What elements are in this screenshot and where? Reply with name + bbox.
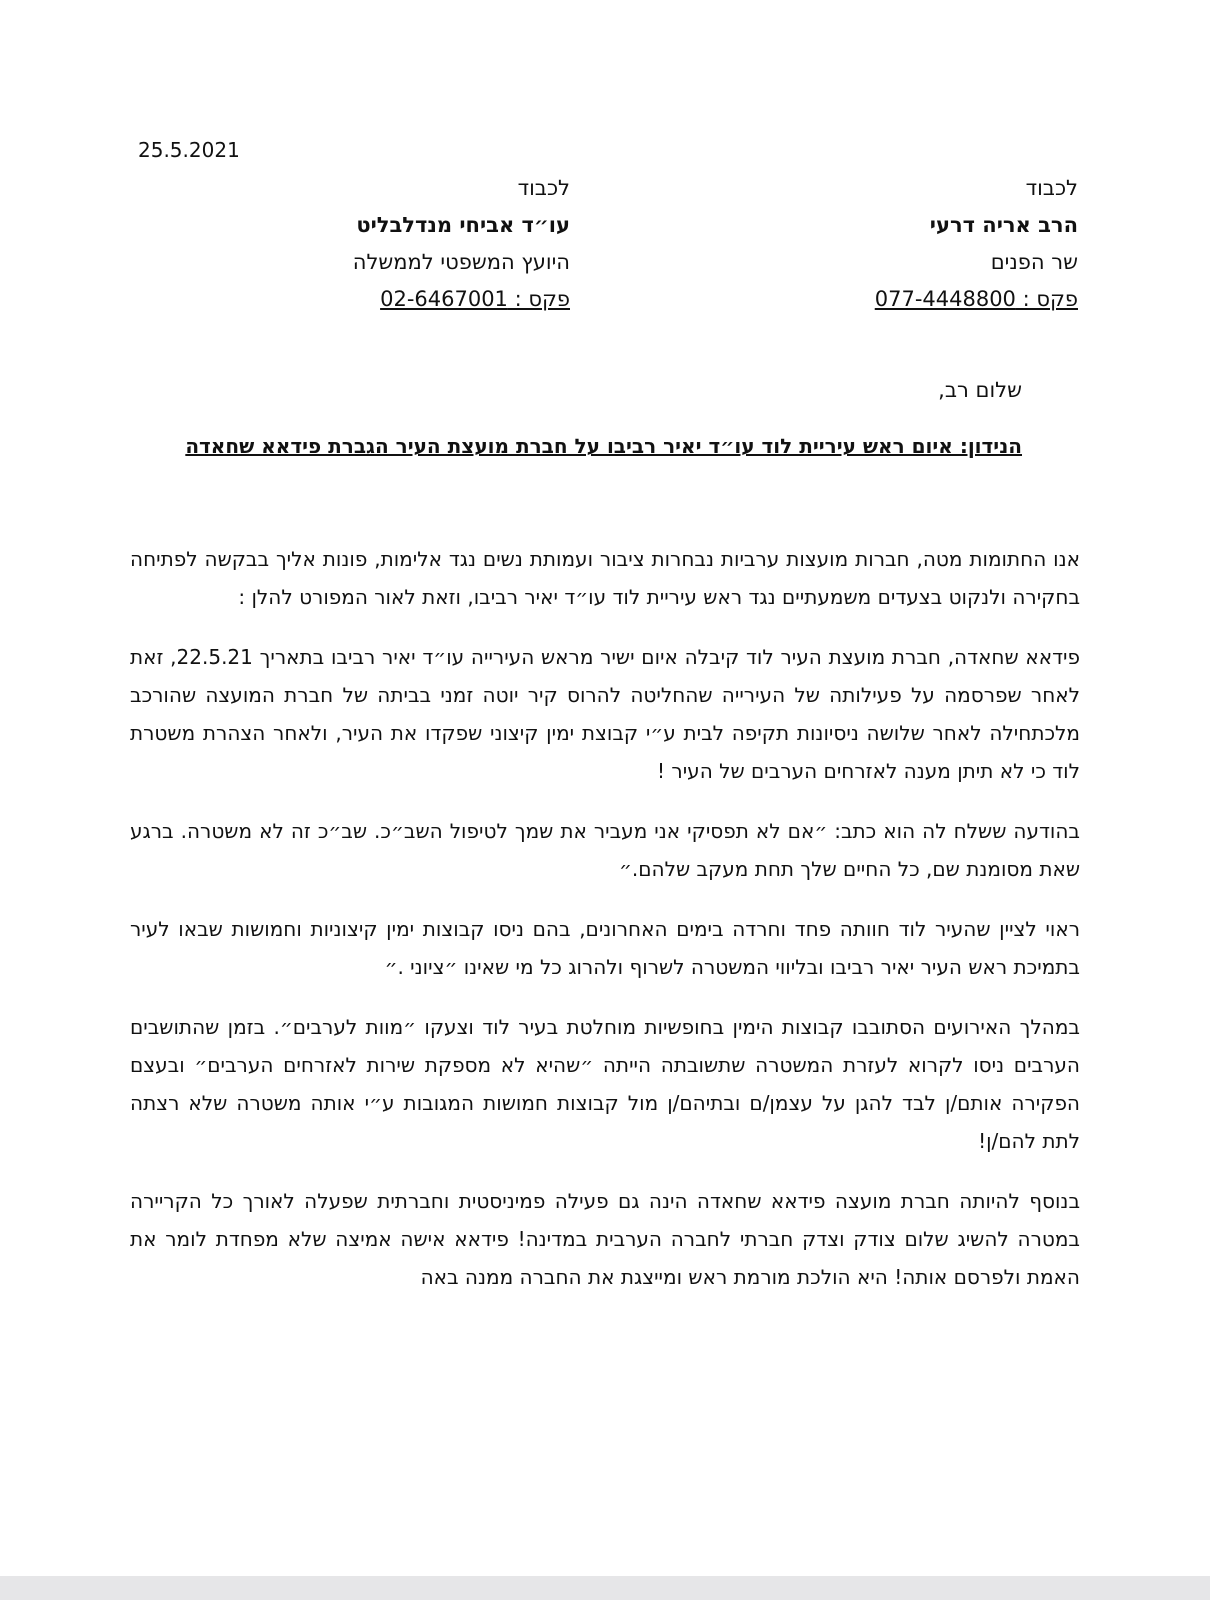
recipient-attorney-general [353, 170, 570, 318]
letter-body [130, 540, 1080, 1318]
letter-date: 25.5.2021 [138, 138, 240, 162]
body-paragraph: אנו החתומות מטה, חברות מועצות ערביות נבחרות ציבור ועמותת נשים נגד אלימות, פונות אליך בבקשה לפתיחה בחקירה ולנקוט בצעדים משמעתיים נגד ראש עיריית לוד עו״ד יאיר רביבו, וזאת לאור המפורט להלן : [130, 547, 1080, 609]
body-paragraph: פידאא שחאדה, חברת מועצת העיר לוד קיבלה איום ישיר מראש העירייה עו״ד יאיר רביבו בתאריך 22.5.21, זאת לאחר שפרסמה על פעילותה של העירייה שהחליטה להרוס קיר יוטה זמני בביתה של חברת המועצה שהורכב מלכתחילה לאחר שלושה ניסיונות תקיפה לבית ע״י קבוצת ימין קיצוני שפקדו את העיר, ולאחר הצהרת משטרת לוד כי לא תיתן מענה לאזרחים הערבים של העיר ! [130, 645, 1081, 783]
recipient-title: שר הפנים [990, 250, 1078, 274]
recipient-name: עו״ד אביחי מנדלבליט [356, 213, 570, 237]
recipient-fax: פקס : 02-6467001 [380, 287, 570, 311]
recipient-title: היועץ המשפטי לממשלה [352, 250, 570, 274]
letter-greeting: שלום רב, [938, 378, 1022, 402]
body-paragraph: בנוסף להיותה חברת מועצה פידאא שחאדה הינה גם פעילה פמיניסטית וחברתית שפעלה לאורך כל הקריירה במטרה להשיג שלום צודק וצדק חברתי לחברה הערבית במדינה! פידאא אישה אמיצה שלא מפחדת לומר את האמת ולפרסם אותה! היא הולכת מורמת ראש ומייצגת את החברה ממנה באה [130, 1189, 1080, 1289]
body-paragraph: ראוי לציין שהעיר לוד חוותה פחד וחרדה בימים האחרונים, בהם ניסו קבוצות ימין קיצוניות וחמושות שבאו לעיר בתמיכת ראש העיר יאיר רביבו ובליווי המשטרה לשרוף ולהרוג כל מי שאינו ״ציוני .״ [130, 917, 1080, 979]
body-paragraph: בהודעה ששלח לה הוא כתב: ״אם לא תפסיקי אני מעביר את שמך לטיפול השב״כ. שב״כ זה לא משטרה. ברגע שאת מסומנת שם, כל החיים שלך תחת מעקב שלהם.״ [130, 819, 1080, 881]
recipient-salutation: לכבוד [1025, 176, 1078, 200]
recipient-interior-minister [875, 170, 1078, 318]
body-paragraph: במהלך האירועים הסתובבו קבוצות הימין בחופשיות מוחלטת בעיר לוד וצעקו ״מוות לערבים״. בזמן שהתושבים הערבים ניסו לקרוא לעזרת המשטרה שתשובתה הייתה ״שהיא לא מספקת שירות לאזרחים הערבים״ ובעצם הפקירה אותם/ן לבד להגן על עצמן/ם ובתיהם/ן מול קבוצות חמושות המגובות ע״י אותה משטרה שלא רצתה לתת להם/ן! [130, 1015, 1080, 1153]
recipient-fax: פקס : 077-4448800 [874, 287, 1078, 311]
recipient-name: הרב אריה דרעי [929, 213, 1078, 237]
recipient-salutation: לכבוד [517, 176, 570, 200]
viewer-bottom-bar [0, 1576, 1210, 1600]
letter-subject: הנידון: איום ראש עיריית לוד עו״ד יאיר רביבו על חברת מועצת העיר הגברת פידאא שחאדה [185, 434, 1022, 458]
